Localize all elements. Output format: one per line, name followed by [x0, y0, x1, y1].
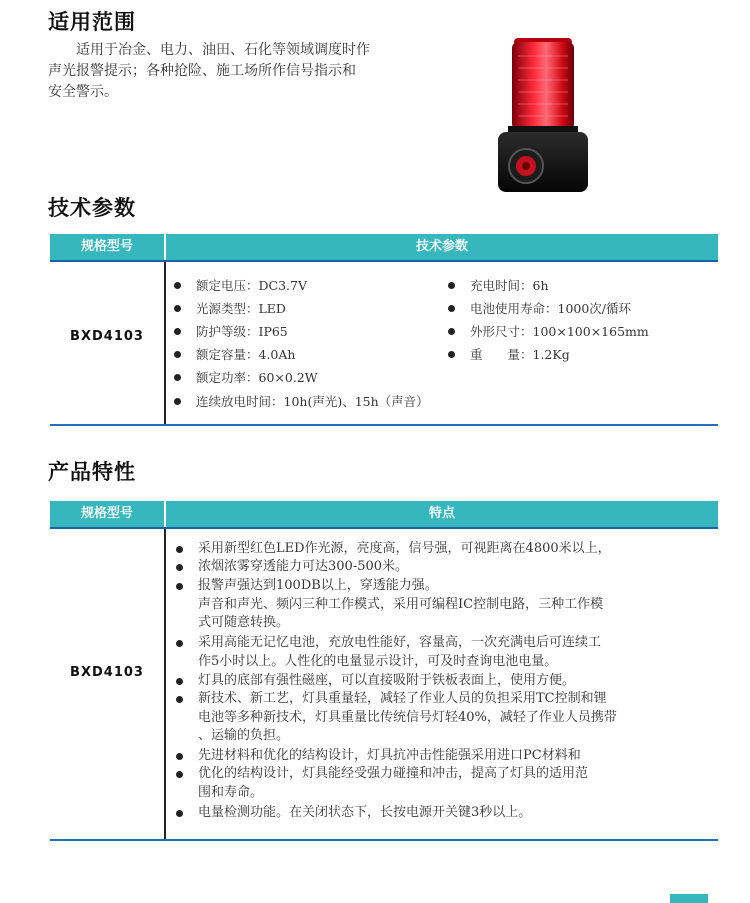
header-features: 特点 [428, 506, 455, 521]
bullet-dot-icon [176, 583, 183, 590]
bullet-dot-icon [174, 328, 181, 335]
bullet-dot-icon [174, 305, 181, 312]
specs-table: 规格型号 技术参数 BXD4103 额定电压：DC3.7V 光源类型：LED 防护等级：IP65 额定容量：4.0Ah 额定功率：60×0.2W 连续放电时间：10h(声光)、15h（声音） 充电时间：6h 电池使用寿命：1000次/循环 外形尺寸：100×100×165mm 重 量：1.2Kg [50, 234, 718, 426]
bullet-dot-icon [448, 282, 455, 289]
header-model: 规格型号 [80, 506, 133, 521]
table-bottom-rule [50, 424, 718, 426]
section-title-features: 产品特性 [48, 460, 136, 484]
bullet-dot-icon [176, 753, 183, 760]
footer-accent-bar [670, 894, 708, 903]
scope-line: 声光报警提示；各种抢险、施工场所作信号指示和 [48, 63, 356, 79]
scope-description [48, 40, 448, 103]
bullet-dot-icon [174, 374, 181, 381]
model-number: BXD4103 [70, 329, 144, 344]
header-params: 技术参数 [415, 239, 468, 254]
feature-item: 先进材料和优化的结构设计，灯具抗冲击性能强采用进口PC材料和 [172, 747, 712, 766]
feature-item: 灯具的底部有强性磁座，可以直接吸附于铁板表面上，使用方便。 [172, 672, 712, 691]
bullet-dot-icon [176, 640, 183, 647]
feature-item: 采用新型红色LED作光源，亮度高，信号强，可视距离在4800米以上， [172, 540, 712, 559]
scope-line: 安全警示。 [48, 84, 118, 100]
bullet-dot-icon [176, 564, 183, 571]
bullet-dot-icon [176, 678, 183, 685]
section-title-specs: 技术参数 [48, 196, 136, 220]
feature-item: 报警声强达到100DB以上，穿透能力强。 声音和声光、频闪三种工作模式，采用可编程IC控制电路，三种工作模 式可随意转换。 [172, 577, 712, 633]
scope-line: 适用于冶金、电力、油田、石化等领域调度时作 [76, 42, 370, 58]
model-number: BXD4103 [70, 665, 144, 680]
bullet-dot-icon [176, 810, 183, 817]
bullet-dot-icon [174, 282, 181, 289]
bullet-dot-icon [174, 398, 181, 405]
features-table [50, 501, 718, 841]
bullet-dot-icon [176, 771, 183, 778]
header-model: 规格型号 [80, 239, 133, 254]
bullet-dot-icon [448, 305, 455, 312]
bullet-dot-icon [448, 351, 455, 358]
table-bottom-rule [50, 839, 718, 841]
column-divider [164, 529, 166, 839]
feature-item: 浓烟浓雾穿透能力可达300-500米。 [172, 558, 712, 577]
column-divider [164, 262, 166, 424]
warning-light-image [488, 28, 598, 198]
bullet-dot-icon [448, 328, 455, 335]
bullet-dot-icon [176, 546, 183, 553]
feature-item: 采用高能无记忆电池，充放电性能好，容量高，一次充满电后可连续工 作5小时以上。人性化的电量显示设计，可及时查询电池电量。 [172, 634, 712, 671]
section-title-scope: 适用范围 [48, 10, 136, 34]
feature-item: 电量检测功能。在关闭状态下，长按电源开关键3秒以上。 [172, 804, 712, 823]
feature-item: 新技术、新工艺，灯具重量轻，减轻了作业人员的负担采用TC控制和锂 电池等多种新技术，灯具重量比传统信号灯轻40%，减轻了作业人员携带 、运输的负担。 [172, 690, 712, 746]
feature-item: 优化的结构设计，灯具能经受强力碰撞和冲击，提高了灯具的适用范 围和寿命。 [172, 765, 712, 802]
bullet-dot-icon [176, 696, 183, 703]
features-table-header [50, 501, 718, 529]
specs-table-header [50, 234, 718, 262]
bullet-dot-icon [174, 351, 181, 358]
